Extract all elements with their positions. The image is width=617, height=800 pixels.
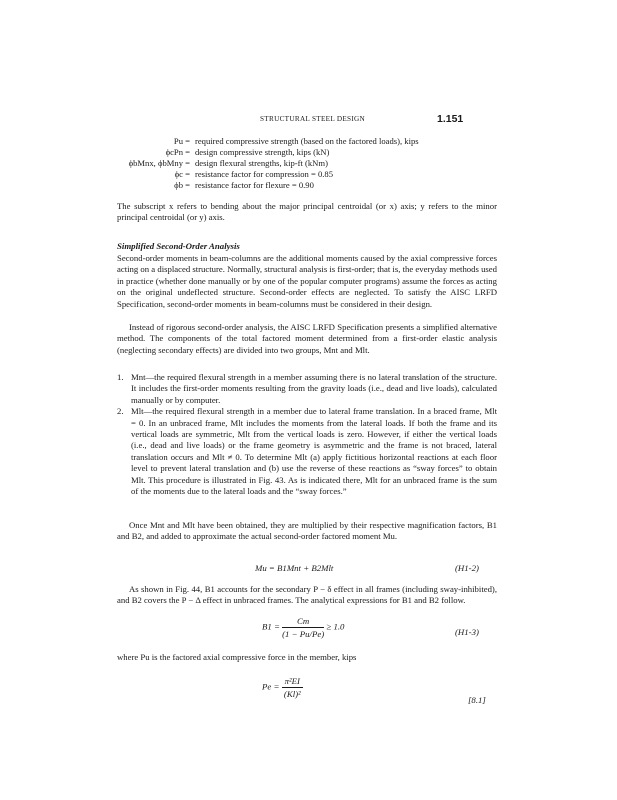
- moment-list: [117, 372, 497, 497]
- definition-text: design compressive strength, kips (kN): [195, 147, 330, 157]
- definition-row: [0, 169, 617, 180]
- definition-text: resistance factor for flexure = 0.90: [195, 180, 314, 190]
- definition-symbol: ϕbMnx, ϕbMny =: [128, 158, 190, 168]
- list-number: 1.: [117, 372, 124, 382]
- list-item: [117, 372, 497, 406]
- definition-text: required compressive strength (based on the factored loads), kips: [195, 136, 419, 146]
- definition-row: [0, 180, 617, 191]
- list-item: [117, 406, 497, 497]
- definition-row: [0, 136, 617, 147]
- fraction-denominator: (Kl)²: [283, 689, 301, 699]
- equation-label: (H1-3): [455, 627, 479, 637]
- equation-label: [8.1]: [468, 695, 486, 705]
- paragraph-magnification: Once Mnt and Mlt have been obtained, they are multiplied by their respective magnification factors, B1 and B2, and added to approximate the actual second-order factored moment Mu.: [117, 520, 497, 542]
- fraction: [282, 676, 303, 699]
- definition-text: design flexural strengths, kip-ft (kNm): [195, 158, 328, 168]
- definition-symbol: ϕcPn =: [165, 147, 190, 157]
- paragraph-second-order: Second-order moments in beam-columns are the additional moments caused by the axial compressive forces acting on a displaced structure. Normally, structural analysis is first-order; that is, the everyday methods used in practice (whether done manually or by one of the popular computer programs) assume the forces as acting on the original undeflected structure. Second-order effects are neglected. To satisfy the AISC LRFD Specification, second-order moments in beam-columns must be considered in their design.: [117, 253, 497, 309]
- definition-row: [0, 147, 617, 158]
- definition-symbol: Pu =: [173, 136, 190, 146]
- paragraph-where: where Pu is the factored axial compressive force in the member, kips: [117, 652, 357, 662]
- equation-mu: Mu = B1Mnt + B2Mlt: [255, 563, 334, 573]
- fraction-numerator: Cm: [282, 616, 324, 628]
- subscript-note: The subscript x refers to bending about the major principal centroidal (or x) axis; y refers to the minor principal centroidal (or y) axis.: [117, 201, 497, 223]
- paragraph-simplified-method: Instead of rigorous second-order analysis, the AISC LRFD Specification presents a simplified alternative method. The components of the total factored moment determined from a first-order elastic analysis (neglecting secondary effects) are divided into two groups, Mnt and Mlt.: [117, 322, 497, 355]
- list-text: Mnt—the required flexural strength in a member assuming there is no lateral translation of the structure. It includes the first-order moments resulting from the gravity loads (i.e., dead and live loads), calculated manually or by computer.: [131, 372, 497, 405]
- fraction-denominator: (1 − Pu/Pe): [282, 629, 325, 639]
- equation-pe: [262, 676, 303, 699]
- page-number: 1.151: [437, 113, 464, 125]
- running-title: STRUCTURAL STEEL DESIGN: [260, 115, 365, 123]
- list-text: Mlt—the required flexural strength in a member due to lateral frame translation. In a braced frame, Mlt = 0. In an unbraced frame, Mlt includes the moments from the lateral loads. If both the frame and its vertical loads are symmetric, Mlt from the vertical loads is zero. However, if either the vertical loads (i.e., dead and live loads) or the frame geometry is asymmetric and the frame is not braced, lateral translation occurs and Mlt ≠ 0. To determine Mlt (a) apply fictitious horizontal reactions at each floor level to prevent lateral translation and (b) use the reverse of these reactions as “sway forces” to obtain Mlt. This procedure is illustrated in Fig. 43. As is indicated there, Mlt for an unbraced frame is the sum of the moments due to the lateral loads and the “sway forces.”: [131, 406, 497, 497]
- list-number: 2.: [117, 406, 124, 417]
- equation-lhs: B1 =: [262, 621, 280, 632]
- definition-text: resistance factor for compression = 0.85: [195, 169, 334, 179]
- fraction-numerator: π²EI: [282, 676, 303, 688]
- equation-b1: [262, 616, 344, 639]
- equation-label: (H1-2): [455, 563, 479, 573]
- fraction: [282, 616, 324, 639]
- definition-symbol: ϕc =: [174, 169, 190, 179]
- paragraph-b1-b2: As shown in Fig. 44, B1 accounts for the secondary P − δ effect in all frames (including sway-inhibited), and B2 covers the P − Δ effect in unbraced frames. The analytical expressions for B1 and B2 follow.: [117, 584, 497, 606]
- definition-row: [0, 158, 617, 169]
- section-heading: Simplified Second-Order Analysis: [117, 241, 240, 251]
- definition-symbol: ϕb =: [174, 180, 190, 190]
- equation-rhs: ≥ 1.0: [326, 621, 345, 632]
- equation-lhs: Pe =: [262, 681, 280, 692]
